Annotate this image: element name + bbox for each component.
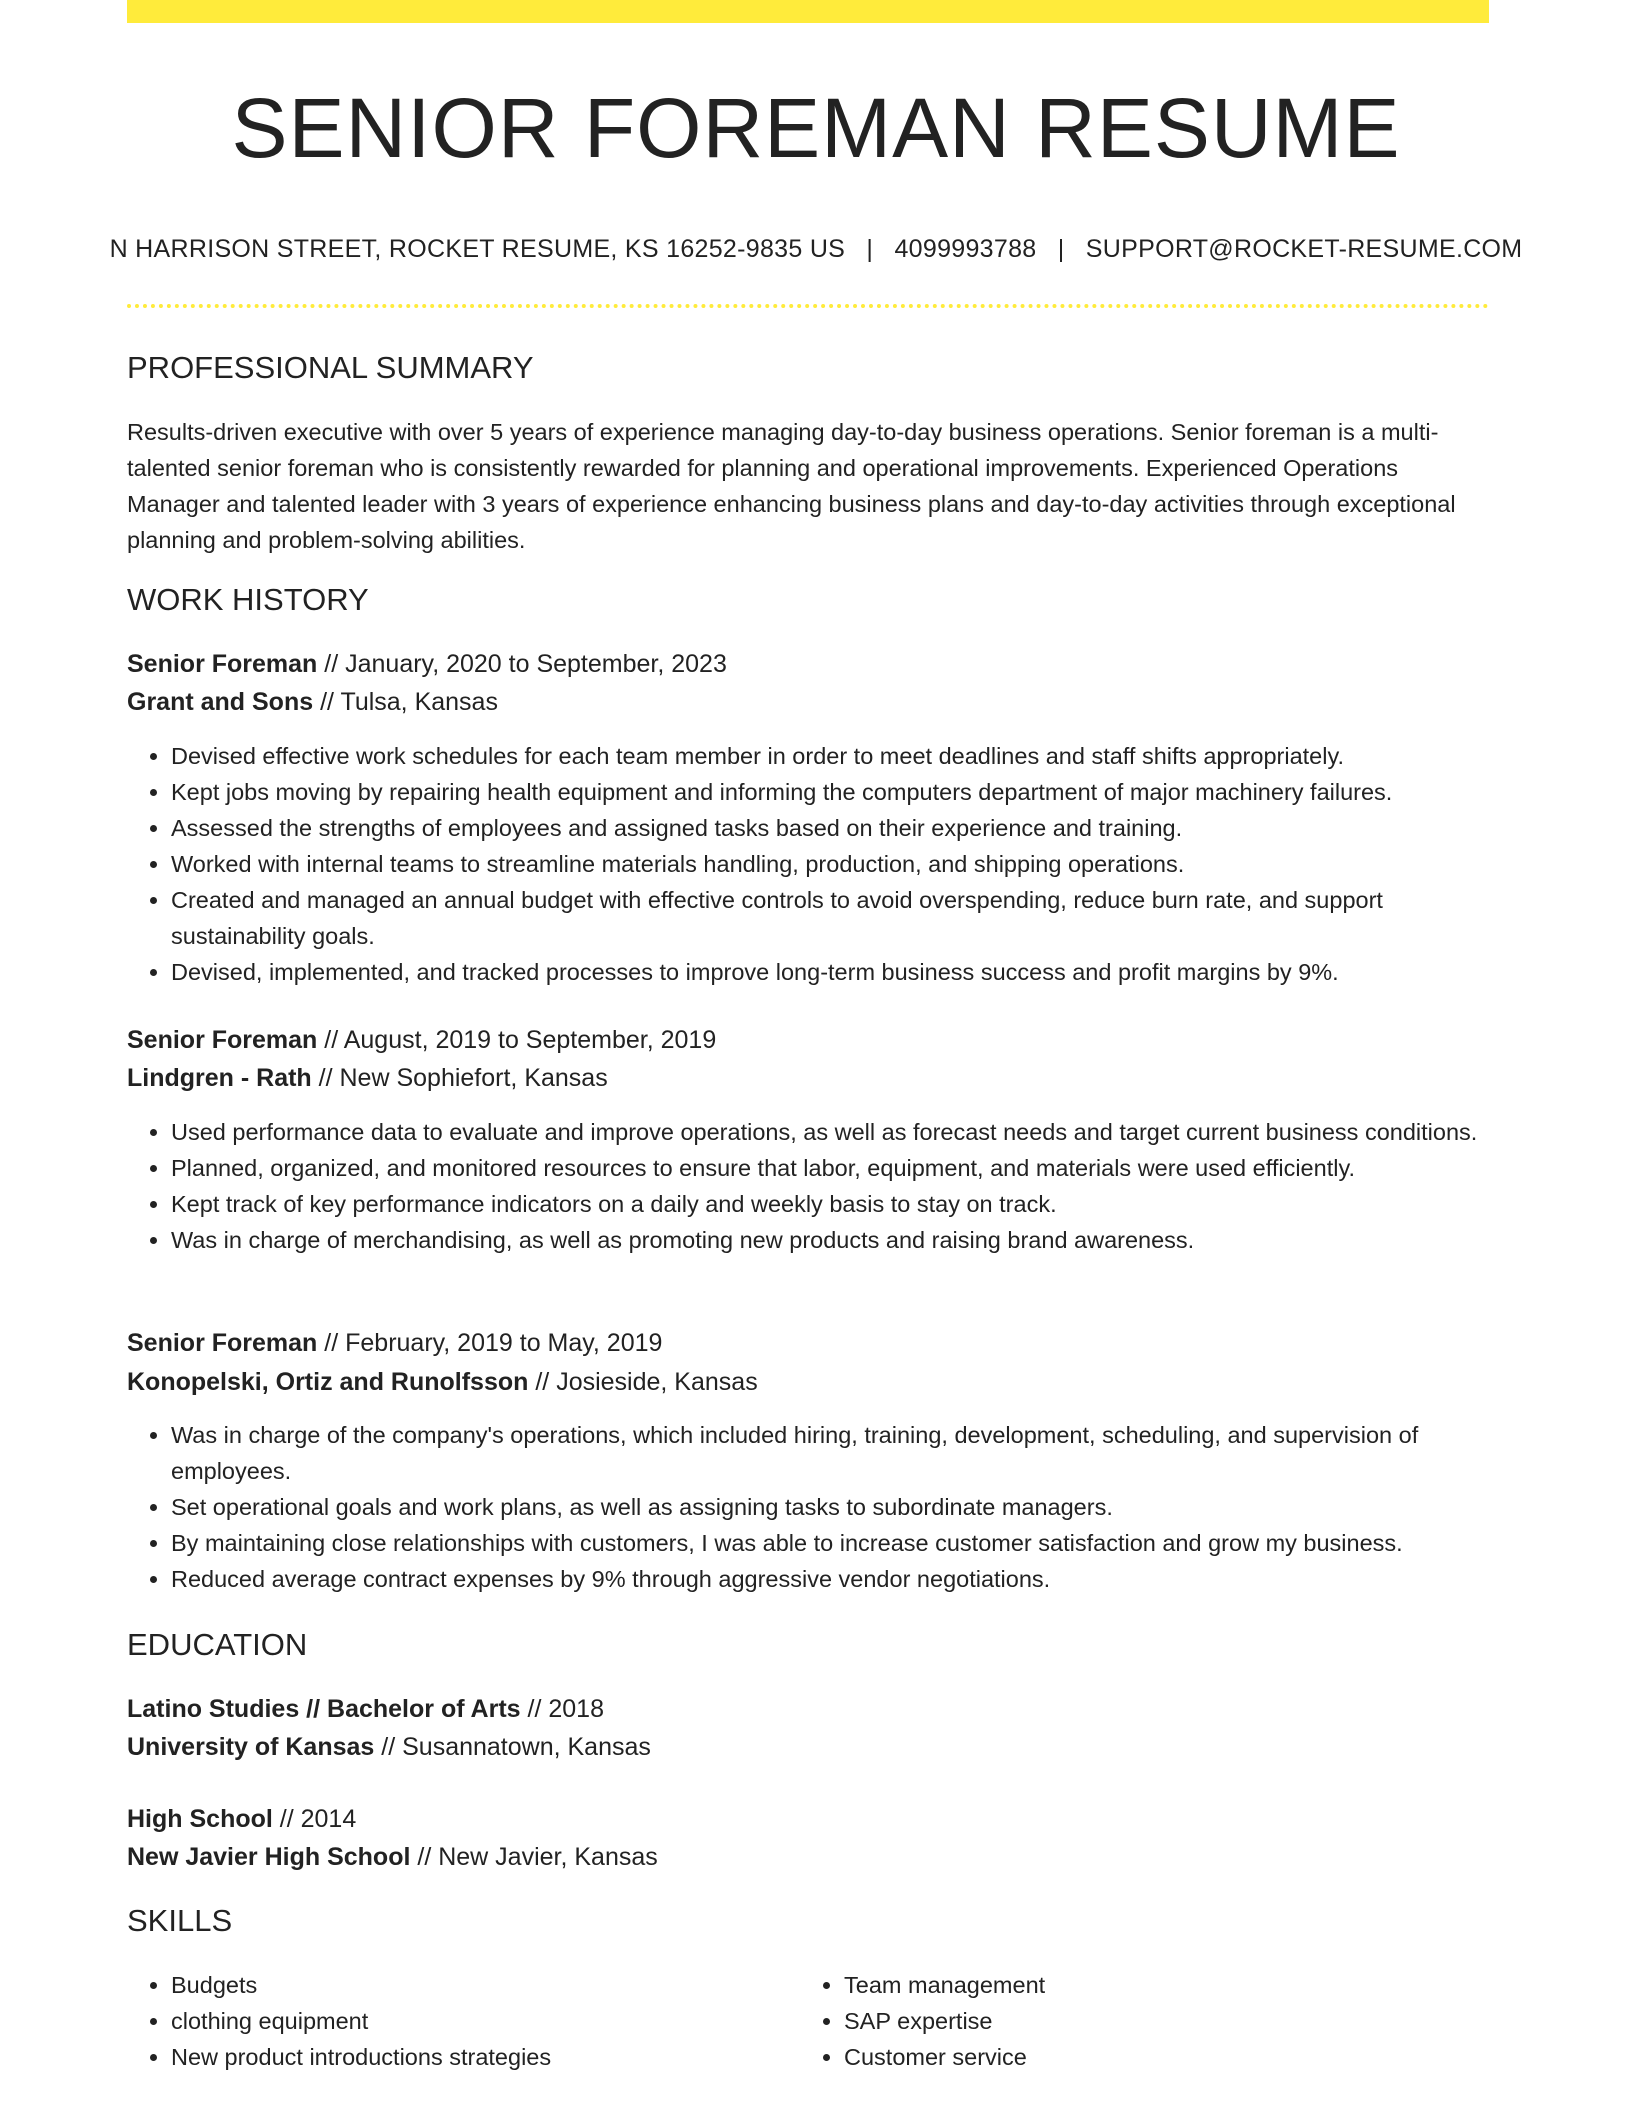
job-title: Senior Foreman bbox=[127, 1329, 318, 1357]
job-bullet: • By maintaining close relationships with customers, I was able to increase customer satisfaction and grow my business. bbox=[171, 1525, 1511, 1561]
job-company: Lindgren - Rath bbox=[127, 1064, 312, 1092]
job-bullet: • Devised, implemented, and tracked processes to improve long-term business success and profit margins by 9%. bbox=[171, 954, 1511, 990]
job-title-line bbox=[127, 1021, 716, 1059]
education-degree: Latino Studies // Bachelor of Arts bbox=[127, 1695, 521, 1723]
accent-top-bar bbox=[127, 0, 1489, 23]
skill-item: • New product introductions strategies bbox=[171, 2039, 771, 2075]
job-bullet: • Assessed the strengths of employees and assigned tasks based on their experience and training. bbox=[171, 810, 1511, 846]
job-company: Grant and Sons bbox=[127, 688, 314, 716]
contact-separator: | bbox=[866, 235, 874, 263]
job-company-line bbox=[127, 1059, 608, 1097]
education-year: // 2018 bbox=[520, 1695, 604, 1723]
skill-item: • clothing equipment bbox=[171, 2003, 771, 2039]
skill-item: • SAP expertise bbox=[844, 2003, 1444, 2039]
job-title: Senior Foreman bbox=[127, 1026, 318, 1054]
contact-address: N HARRISON STREET, ROCKET RESUME, KS 16252-9835 US bbox=[109, 235, 846, 263]
job-bullet: • Worked with internal teams to streamline materials handling, production, and shipping operations. bbox=[171, 846, 1511, 882]
education-school-line bbox=[127, 1838, 658, 1876]
education-school: University of Kansas bbox=[127, 1733, 375, 1761]
contact-line bbox=[0, 235, 1632, 264]
job-bullet: • Planned, organized, and monitored resources to ensure that labor, equipment, and materials were used efficiently. bbox=[171, 1150, 1511, 1186]
skill-item: • Team management bbox=[844, 1967, 1444, 2003]
job-bullet: • Was in charge of merchandising, as well as promoting new products and raising brand awareness. bbox=[171, 1222, 1511, 1258]
job-title-line bbox=[127, 1324, 662, 1362]
job-bullet: • Kept track of key performance indicators on a daily and weekly basis to stay on track. bbox=[171, 1186, 1511, 1222]
summary-text: Results-driven executive with over 5 years of experience managing day-to-day business operations. Senior foreman is a multi-talented senior foreman who is consistently rewarded for planning and operational improvements. Experienced Operations Manager and talented leader with 3 years of experience enhancing business plans and day-to-day activities through exceptional planning and problem-solving abilities. bbox=[127, 419, 1456, 553]
education-location: // New Javier, Kansas bbox=[410, 1843, 658, 1871]
job-bullets bbox=[127, 738, 1511, 990]
job-location: // New Sophiefort, Kansas bbox=[311, 1064, 608, 1092]
education-school: New Javier High School bbox=[127, 1843, 411, 1871]
job-title: Senior Foreman bbox=[127, 650, 318, 678]
dotted-divider bbox=[127, 304, 1489, 308]
job-bullet: • Used performance data to evaluate and improve operations, as well as forecast needs and target current business conditions. bbox=[171, 1114, 1511, 1150]
education-year: // 2014 bbox=[272, 1805, 357, 1833]
job-bullet: • Reduced average contract expenses by 9% through aggressive vendor negotiations. bbox=[171, 1561, 1511, 1597]
contact-phone: 4099993788 bbox=[894, 235, 1037, 263]
job-bullet: • Created and managed an annual budget with effective controls to avoid overspending, reduce burn rate, and support sustainability goals. bbox=[171, 882, 1511, 954]
job-bullets bbox=[127, 1114, 1511, 1258]
job-bullet: • Was in charge of the company's operations, which included hiring, training, development, scheduling, and supervision of employees. bbox=[171, 1417, 1511, 1489]
job-location: // Tulsa, Kansas bbox=[313, 688, 498, 716]
education-degree: High School bbox=[127, 1805, 273, 1833]
contact-separator: | bbox=[1057, 235, 1065, 263]
education-degree-line bbox=[127, 1800, 356, 1838]
job-company-line bbox=[127, 1363, 758, 1401]
skills-heading: SKILLS bbox=[127, 1903, 233, 1938]
job-bullet: • Set operational goals and work plans, as well as assigning tasks to subordinate managers. bbox=[171, 1489, 1511, 1525]
job-dates: // January, 2020 to September, 2023 bbox=[317, 650, 727, 678]
job-bullet: • Devised effective work schedules for each team member in order to meet deadlines and staff shifts appropriately. bbox=[171, 738, 1511, 774]
education-location: // Susannatown, Kansas bbox=[374, 1733, 651, 1761]
contact-email: SUPPORT@ROCKET-RESUME.COM bbox=[1085, 235, 1523, 263]
summary-heading: PROFESSIONAL SUMMARY bbox=[127, 350, 534, 385]
job-company: Konopelski, Ortiz and Runolfsson bbox=[127, 1368, 529, 1396]
job-company-line bbox=[127, 683, 498, 721]
skill-item: • Budgets bbox=[171, 1967, 771, 2003]
skills-list-right bbox=[800, 1967, 1444, 2075]
skills-list-left bbox=[127, 1967, 771, 2075]
job-bullet: • Kept jobs moving by repairing health equipment and informing the computers department of major machinery failures. bbox=[171, 774, 1511, 810]
education-degree-line bbox=[127, 1690, 604, 1728]
education-school-line bbox=[127, 1728, 651, 1766]
skill-item: • Customer service bbox=[844, 2039, 1444, 2075]
resume-title: SENIOR FOREMAN RESUME bbox=[231, 81, 1401, 175]
job-title-line bbox=[127, 645, 727, 683]
job-bullets bbox=[127, 1417, 1511, 1597]
education-heading: EDUCATION bbox=[127, 1627, 308, 1662]
job-dates: // August, 2019 to September, 2019 bbox=[317, 1026, 717, 1054]
job-dates: // February, 2019 to May, 2019 bbox=[317, 1329, 663, 1357]
work-history-heading: WORK HISTORY bbox=[127, 582, 369, 617]
job-location: // Josieside, Kansas bbox=[528, 1368, 758, 1396]
